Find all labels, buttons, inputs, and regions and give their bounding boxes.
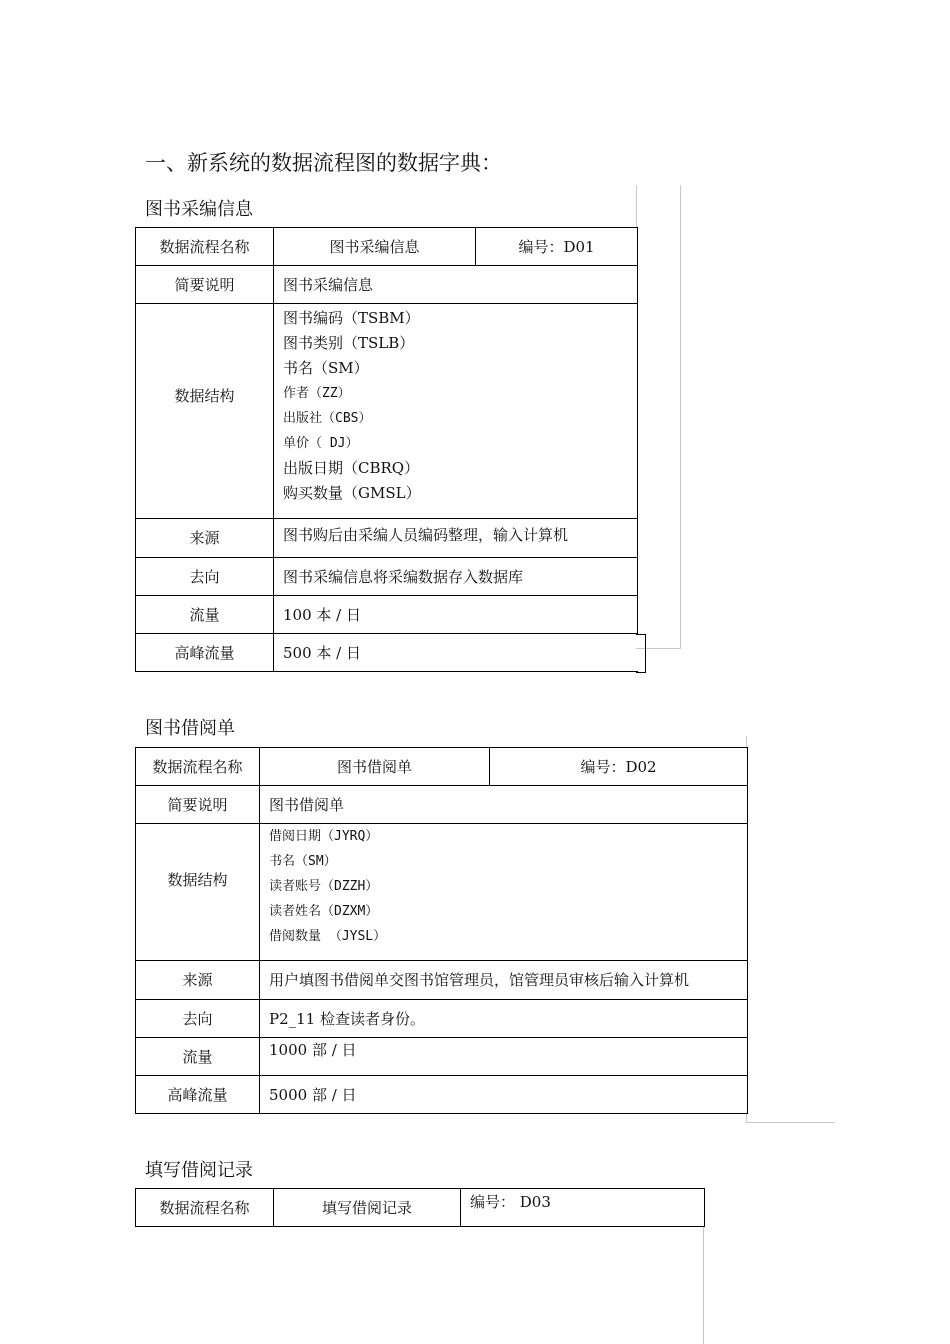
- structure-item: 作者（ZZ）: [283, 386, 351, 401]
- dest-value: 图书采编信息将采编数据存入数据库: [274, 558, 638, 596]
- data-dictionary-table-3: [135, 1188, 705, 1227]
- structure-label: 数据结构: [136, 304, 274, 519]
- data-dictionary-table-1: [135, 227, 638, 672]
- peak-value: 500 本 / 日: [274, 634, 638, 672]
- flow-value: 100 本 / 日: [274, 596, 638, 634]
- structure-item: 读者账号（DZZH）: [269, 879, 379, 894]
- flow-label: 流量: [136, 1038, 260, 1076]
- table-1-peak-extension: [636, 634, 646, 673]
- name-value: 图书采编信息: [274, 228, 476, 266]
- table-2-caption: 图书借阅单: [145, 718, 235, 739]
- structure-item: 图书编码（TSBM）: [283, 309, 420, 327]
- dest-label: 去向: [136, 558, 274, 596]
- structure-item: 购买数量（GMSL）: [283, 484, 421, 502]
- dest-label: 去向: [136, 1000, 260, 1038]
- structure-item: 图书类别（TSLB）: [283, 334, 415, 352]
- peak-label: 高峰流量: [136, 1076, 260, 1114]
- name-value: 图书借阅单: [260, 748, 490, 786]
- flow-value: 1000 部 / 日: [260, 1038, 748, 1076]
- structure-item: 出版社（CBS）: [283, 411, 372, 426]
- summary-value: 图书采编信息: [274, 266, 638, 304]
- source-value: 用户填图书借阅单交图书馆管理员，馆管理员审核后输入计算机: [260, 961, 748, 1000]
- table-1-frame-line: [636, 185, 637, 227]
- structure-item: 借阅日期（JYRQ）: [269, 829, 379, 844]
- structure-label: 数据结构: [136, 824, 260, 961]
- id-label: 编号： D03: [461, 1189, 705, 1227]
- table-1-frame-line-outer: [680, 185, 681, 649]
- source-value: 图书购后由采编人员编码整理，输入计算机: [274, 519, 638, 558]
- name-label: 数据流程名称: [136, 228, 274, 266]
- source-label: 来源: [136, 961, 260, 1000]
- structure-item: 借阅数量 （JYSL）: [269, 929, 387, 944]
- id-label: 编号：D01: [476, 228, 638, 266]
- name-label: 数据流程名称: [136, 1189, 274, 1227]
- summary-label: 简要说明: [136, 786, 260, 824]
- flow-label: 流量: [136, 596, 274, 634]
- structure-item: 书名（SM）: [283, 359, 369, 377]
- structure-item: 书名（SM）: [269, 854, 337, 869]
- structure-list: [260, 824, 748, 961]
- page-title: 一、新系统的数据流程图的数据字典：: [145, 151, 502, 175]
- id-label: 编号：D02: [490, 748, 748, 786]
- structure-list: [274, 304, 638, 519]
- summary-label: 简要说明: [136, 266, 274, 304]
- peak-value: 5000 部 / 日: [260, 1076, 748, 1114]
- structure-item: 读者姓名（DZXM）: [269, 904, 379, 919]
- data-dictionary-table-2: [135, 747, 748, 1114]
- dest-value: P2_11 检查读者身份。: [260, 1000, 748, 1038]
- table-1-caption: 图书采编信息: [145, 199, 253, 220]
- structure-item: 出版日期（CBRQ）: [283, 459, 420, 477]
- name-value: 填写借阅记录: [274, 1189, 461, 1227]
- table-3-frame-line: [703, 1226, 704, 1344]
- table-3-caption: 填写借阅记录: [145, 1160, 253, 1181]
- peak-label: 高峰流量: [136, 634, 274, 672]
- structure-item: 单价（ DJ）: [283, 436, 359, 451]
- table-2-frame-line-bottom: [746, 1122, 835, 1123]
- name-label: 数据流程名称: [136, 748, 260, 786]
- summary-value: 图书借阅单: [260, 786, 748, 824]
- source-label: 来源: [136, 519, 274, 558]
